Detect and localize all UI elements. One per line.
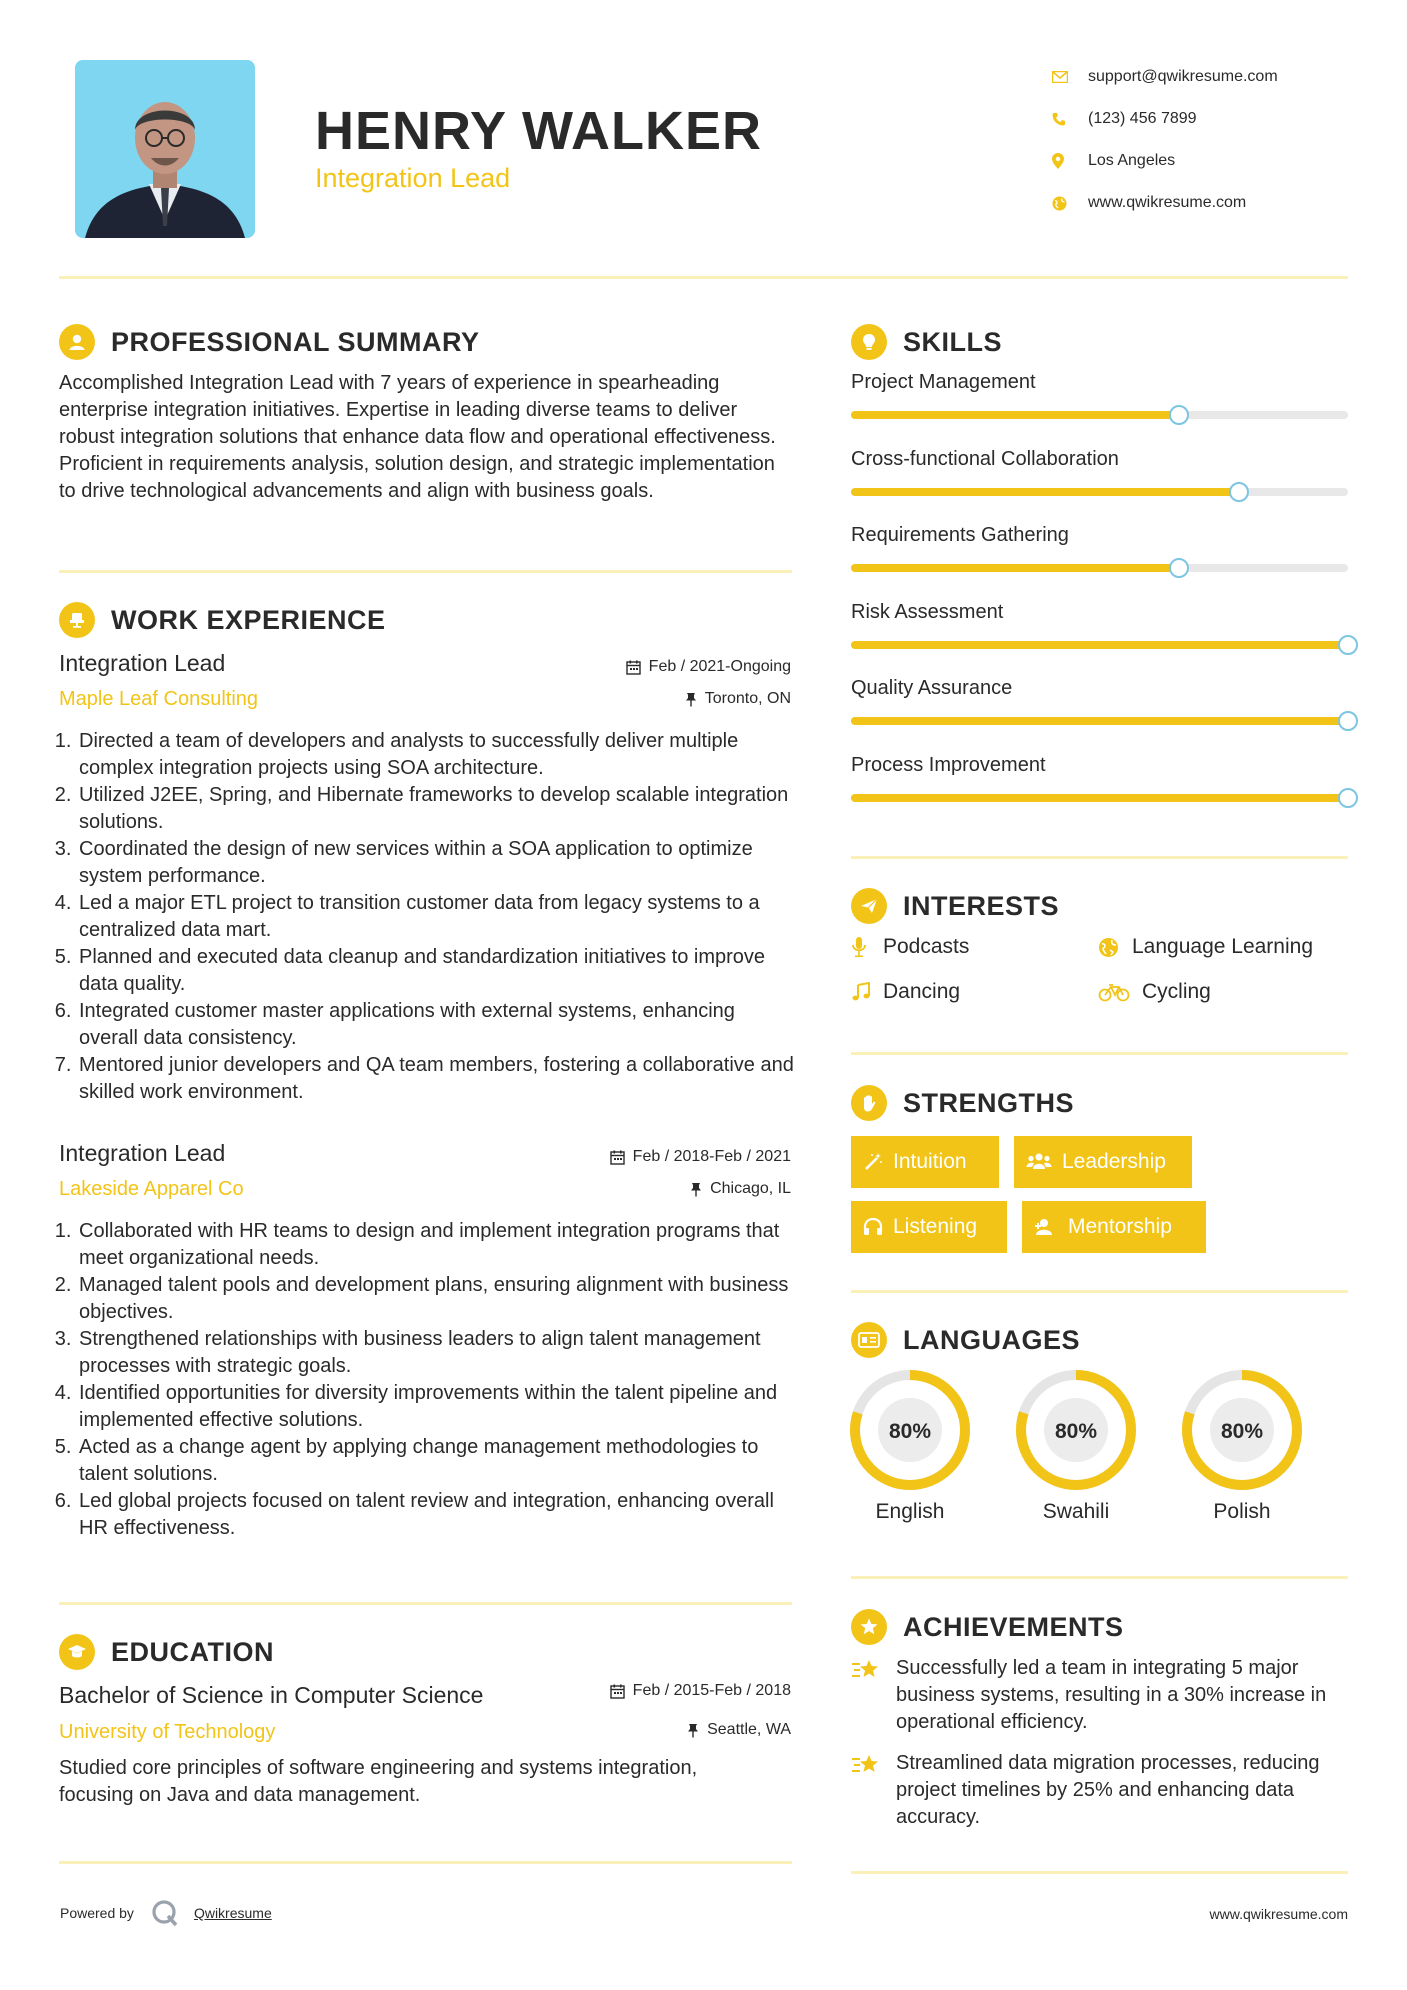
job-2-title: Integration Lead: [59, 1140, 226, 1166]
education-dates: [540, 1682, 791, 1700]
skill-bar: [851, 717, 1348, 725]
interests-heading: [851, 888, 1059, 924]
strength-label: Leadership: [1062, 1150, 1166, 1173]
interests-divider: [851, 1052, 1348, 1055]
language-name: Polish: [1213, 1500, 1271, 1523]
strength-chip-mentorship: [1022, 1201, 1206, 1253]
strength-chip-leadership: [1014, 1136, 1192, 1188]
language-percent: 80%: [1054, 1420, 1098, 1443]
candidate-role: Integration Lead: [315, 163, 511, 193]
education-title: EDUCATION: [111, 1636, 274, 1667]
skills-divider: [851, 856, 1348, 859]
strengths-heading: [851, 1085, 1074, 1121]
list-item: 3. Strengthened relationships with business leaders to align talent management processes with strategic goals.: [77, 1326, 799, 1380]
work-title: WORK EXPERIENCE: [111, 604, 386, 635]
candidate-name: HENRY WALKER: [315, 101, 763, 161]
skill-name: Quality Assurance: [851, 677, 1013, 699]
phone-icon: [1050, 112, 1088, 126]
job-1-location-text: Toronto, ON: [704, 690, 791, 707]
envelope-icon: [1050, 71, 1088, 83]
list-item: 2. Utilized J2EE, Spring, and Hibernate frameworks to develop scalable integration solutions.: [77, 782, 799, 836]
achievement-item: [851, 1750, 1348, 1831]
pushpin-icon: [687, 1723, 699, 1738]
languages-heading: [851, 1322, 1080, 1358]
work-divider: [59, 1602, 792, 1605]
list-item: 3. Coordinated the design of new services within a SOA application to optimize system performance.: [77, 836, 799, 890]
skill-knob: [1229, 482, 1249, 502]
language-ring: [848, 1368, 972, 1492]
job-1-bullets: [59, 728, 799, 1106]
contact-website-text: www.qwikresume.com: [1088, 194, 1247, 211]
education-divider: [59, 1861, 792, 1864]
interest-label: Podcasts: [883, 935, 970, 958]
list-item: 1. Directed a team of developers and analysts to successfully deliver multiple complex integration projects using SOA architecture.: [77, 728, 799, 782]
skill-bar: [851, 488, 1348, 496]
skill-item: [851, 677, 1348, 725]
header-divider: [59, 276, 1348, 279]
skill-item: [851, 371, 1348, 419]
user-plus-icon: [1034, 1217, 1058, 1237]
interest-label: Dancing: [883, 980, 961, 1003]
list-item: 5. Acted as a change agent by applying change management methodologies to talent solutions.: [77, 1434, 799, 1488]
list-item: 2. Managed talent pools and development plans, ensuring alignment with business objectives.: [77, 1272, 799, 1326]
headphones-icon: [863, 1217, 883, 1237]
strengths-divider: [851, 1290, 1348, 1293]
skill-item: [851, 448, 1348, 496]
qwikresume-link[interactable]: Qwikresume: [193, 1905, 272, 1921]
achievement-text: Streamlined data migration processes, reducing project timelines by 25% and enhancing data accuracy.: [896, 1752, 1320, 1828]
skill-knob: [1169, 405, 1189, 425]
footer-url[interactable]: www.qwikresume.com: [1209, 1906, 1348, 1922]
footer-powered-by: [60, 1898, 272, 1928]
calendar-icon: [626, 660, 641, 675]
skill-bar: [851, 411, 1348, 419]
list-item: 6. Integrated customer master applications with external systems, enhancing overall data consistency.: [77, 998, 799, 1052]
paper-plane-icon: [851, 888, 887, 924]
skill-knob: [1338, 635, 1358, 655]
interest-label: Cycling: [1142, 980, 1211, 1003]
language-ring: [1014, 1368, 1138, 1492]
skills-heading: [851, 324, 1002, 360]
star-badge-icon: [851, 1609, 887, 1645]
skill-knob: [1338, 788, 1358, 808]
summary-text: Accomplished Integration Lead with 7 years of experience in spearheading enterprise integration initiatives. Expertise in leading diverse teams to deliver robust integration solutions that enhance data flow and operational effectiveness. Proficient in requirements analysis, solution design, and strategic implementation to drive technological advancements and align with business goals.: [59, 372, 776, 502]
education-dates-text: Feb / 2015-Feb / 2018: [632, 1682, 791, 1699]
education-description: Studied core principles of software engineering and systems integration, focusing on Java and data management.: [59, 1757, 698, 1806]
powered-by-label: Powered by: [60, 1905, 134, 1921]
skill-name: Process Improvement: [851, 754, 1046, 776]
education-degree: Bachelor of Science in Computer Science: [59, 1682, 484, 1708]
strength-label: Mentorship: [1068, 1215, 1172, 1238]
language-name: Swahili: [1042, 1500, 1110, 1523]
skill-bar: [851, 641, 1348, 649]
interest-cycling: [1098, 980, 1211, 1004]
music-note-icon: [851, 982, 883, 1002]
list-item: 5. Planned and executed data cleanup and standardization initiatives to improve data quality.: [77, 944, 799, 998]
strength-label: Listening: [893, 1215, 978, 1238]
shooting-star-icon: [851, 1750, 896, 1831]
lightbulb-icon: [851, 324, 887, 360]
briefcase-icon: [59, 602, 95, 638]
achievements-divider: [851, 1871, 1348, 1874]
skill-name: Risk Assessment: [851, 601, 1004, 623]
education-school: University of Technology: [59, 1721, 276, 1743]
user-icon: [59, 324, 95, 360]
skills-title: SKILLS: [903, 326, 1003, 357]
achievements-heading: [851, 1609, 1124, 1645]
globe-icon: [1098, 937, 1132, 958]
skill-item: [851, 754, 1348, 802]
language-name: English: [875, 1500, 945, 1523]
job-1-title: Integration Lead: [59, 650, 226, 676]
contact-location: [1050, 140, 1278, 182]
pushpin-icon: [690, 1182, 702, 1197]
job-2-dates-text: Feb / 2018-Feb / 2021: [632, 1148, 791, 1165]
hand-icon: [851, 1085, 887, 1121]
job-2-company: Lakeside Apparel Co: [59, 1178, 244, 1200]
strength-chip-listening: [851, 1201, 1007, 1253]
bicycle-icon: [1098, 982, 1142, 1002]
skill-name: Project Management: [851, 371, 1036, 393]
languages-title: LANGUAGES: [903, 1324, 1081, 1355]
list-item: 4. Identified opportunities for diversity improvements within the talent pipeline and implemented effective solutions.: [77, 1380, 799, 1434]
language-card-icon: [851, 1322, 887, 1358]
language-ring: [1180, 1368, 1304, 1492]
users-icon: [1026, 1152, 1052, 1172]
strength-chip-intuition: [851, 1136, 999, 1188]
job-2-location-text: Chicago, IL: [710, 1180, 791, 1197]
achievement-text: Successfully led a team in integrating 5 major business systems, resulting in a 30% increase in operational efficiency.: [896, 1657, 1327, 1733]
job-1-dates-text: Feb / 2021-Ongoing: [648, 658, 791, 675]
job-2-location: [560, 1180, 791, 1198]
job-2-dates: [540, 1148, 791, 1166]
map-pin-icon: [1050, 153, 1088, 169]
summary-title: PROFESSIONAL SUMMARY: [111, 326, 480, 357]
skill-bar: [851, 564, 1348, 572]
interest-podcasts: [851, 935, 969, 959]
magic-wand-icon: [863, 1152, 883, 1172]
language-polish: [1180, 1368, 1304, 1524]
skill-name: Requirements Gathering: [851, 524, 1069, 546]
shooting-star-icon: [851, 1655, 896, 1736]
qwikresume-logo-icon: [150, 1898, 180, 1928]
list-item: 6. Led global projects focused on talent review and integration, enhancing overall HR effectiveness.: [77, 1488, 799, 1542]
language-percent: 80%: [888, 1420, 932, 1443]
work-heading: [59, 602, 386, 638]
language-swahili: [1014, 1368, 1138, 1524]
achievements-title: ACHIEVEMENTS: [903, 1611, 1124, 1642]
job-2-bullets: [59, 1218, 799, 1542]
list-item: 4. Led a major ETL project to transition customer data from legacy systems to a centralized data mart.: [77, 890, 799, 944]
calendar-icon: [610, 1684, 625, 1699]
language-english: [848, 1368, 972, 1524]
interest-language-learning: [1098, 935, 1313, 959]
contact-website[interactable]: [1050, 182, 1278, 224]
list-item: 7. Mentored junior developers and QA team members, fostering a collaborative and skilled work environment.: [77, 1052, 799, 1106]
profile-photo: [75, 60, 255, 238]
interest-label: Language Learning: [1132, 935, 1314, 958]
skill-knob: [1169, 558, 1189, 578]
globe-icon: [1050, 196, 1088, 211]
achievement-item: [851, 1655, 1348, 1736]
strengths-title: STRENGTHS: [903, 1087, 1075, 1118]
microphone-icon: [851, 936, 883, 958]
contact-email[interactable]: [1050, 56, 1278, 98]
list-item: 1. Collaborated with HR teams to design and implement integration programs that meet organizational needs.: [77, 1218, 799, 1272]
education-location: [560, 1721, 791, 1739]
skill-bar: [851, 794, 1348, 802]
skill-item: [851, 524, 1348, 572]
contact-email-text: support@qwikresume.com: [1088, 68, 1278, 85]
job-1-dates: [560, 658, 791, 676]
education-heading: [59, 1634, 274, 1670]
contact-list: [1050, 56, 1278, 224]
job-1-company: Maple Leaf Consulting: [59, 688, 259, 710]
interests-title: INTERESTS: [903, 890, 1060, 921]
summary-divider: [59, 570, 792, 573]
strength-label: Intuition: [893, 1150, 967, 1173]
contact-phone[interactable]: [1050, 98, 1278, 140]
job-1-location: [560, 690, 791, 708]
summary-heading: [59, 324, 480, 360]
education-location-text: Seattle, WA: [707, 1721, 791, 1738]
contact-phone-text: (123) 456 7899: [1088, 110, 1197, 127]
pushpin-icon: [685, 692, 697, 707]
languages-divider: [851, 1576, 1348, 1579]
language-percent: 80%: [1220, 1420, 1264, 1443]
skill-item: [851, 601, 1348, 649]
skill-knob: [1338, 711, 1358, 731]
contact-location-text: Los Angeles: [1088, 152, 1176, 169]
interest-dancing: [851, 980, 960, 1004]
calendar-icon: [610, 1150, 625, 1165]
graduation-icon: [59, 1634, 95, 1670]
skill-name: Cross-functional Collaboration: [851, 448, 1119, 470]
